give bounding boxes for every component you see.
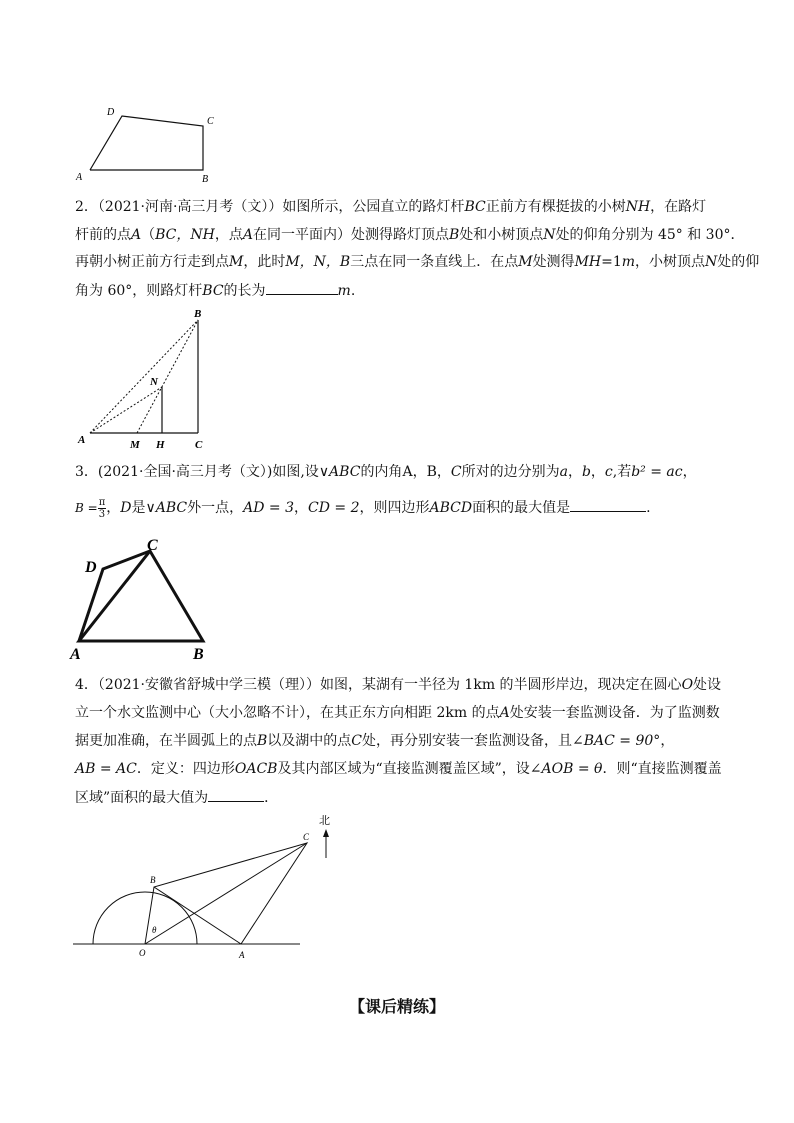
q4-line-5 bbox=[75, 787, 278, 808]
triangle-abc bbox=[79, 551, 203, 641]
text: NH bbox=[625, 199, 651, 215]
text: 是 bbox=[131, 500, 146, 516]
text: c bbox=[604, 464, 613, 480]
text: 正前方有棵挺拔的小树 bbox=[485, 199, 626, 215]
label-O: O bbox=[139, 948, 146, 958]
figure-lake-monitoring bbox=[65, 808, 335, 970]
text: 4．（2021·安徽省舒城中学三模（理））如图，某湖有一半径为 1km 的半圆形岸边，现决定在圆心 bbox=[75, 677, 682, 693]
text: ∠AOB = θ bbox=[529, 761, 603, 777]
text: m bbox=[337, 283, 351, 299]
text: ∨ABC bbox=[318, 464, 361, 480]
text: =1 bbox=[601, 254, 622, 270]
text: AD = 3 bbox=[243, 500, 294, 516]
label-D: D bbox=[107, 107, 115, 118]
figure-quadrilateral-abcd bbox=[70, 100, 220, 185]
text: 及其内部区域为“直接监测覆盖区域”，设 bbox=[277, 761, 530, 777]
text: . bbox=[646, 500, 651, 516]
text: A bbox=[131, 227, 142, 243]
label-A: A bbox=[78, 434, 86, 446]
text: 2．（2021·河南·高三月考（文））如图所示，公园直立的路灯杆 bbox=[75, 199, 465, 215]
text: 在同一平面内）处测得路灯顶点 bbox=[252, 227, 449, 243]
text: 立一个水文监测中心（大小忽略不计），在其正东方向相距 2km 的点 bbox=[75, 705, 500, 721]
text: ， bbox=[412, 464, 427, 480]
text: 的长为 bbox=[223, 283, 266, 299]
text: 处和小树顶点 bbox=[459, 227, 544, 243]
label-B: B bbox=[150, 875, 156, 885]
semicircle-arc bbox=[93, 892, 197, 944]
text: ， bbox=[294, 500, 308, 516]
segment-ba bbox=[154, 887, 241, 944]
text: ,若 bbox=[612, 464, 632, 480]
text: N bbox=[543, 227, 556, 243]
text: AB = AC bbox=[75, 761, 137, 777]
text: ，在路灯 bbox=[650, 199, 707, 215]
q2-line-2 bbox=[75, 225, 745, 245]
text: ．则“直接监测覆盖 bbox=[602, 761, 722, 777]
text: ， bbox=[567, 464, 582, 480]
text: π bbox=[98, 496, 106, 508]
text: B bbox=[448, 227, 460, 243]
q2-line-1 bbox=[75, 197, 706, 217]
label-C: C bbox=[195, 439, 203, 450]
text: BC，NH bbox=[155, 227, 215, 243]
text: 处测得 bbox=[532, 254, 575, 270]
text: 外一点， bbox=[187, 500, 244, 516]
text: 以及湖中的点 bbox=[267, 733, 352, 749]
segment-oc bbox=[145, 843, 307, 944]
text: （ bbox=[141, 227, 156, 243]
text: M bbox=[518, 254, 533, 270]
sight-line-ab bbox=[90, 320, 198, 433]
text: ∠BAC = 90° bbox=[572, 733, 661, 749]
text: MH bbox=[574, 254, 602, 270]
text: ABCD bbox=[429, 500, 473, 516]
text: 据更加准确，在半圆弧上的点 bbox=[75, 733, 257, 749]
text: 杆前的点 bbox=[75, 227, 131, 243]
text: 处设 bbox=[693, 677, 722, 693]
text: 处，再分别安装一套监测设备，且 bbox=[362, 733, 573, 749]
text: M bbox=[229, 254, 244, 270]
label-B: B bbox=[202, 174, 209, 185]
text: 区域”面积的最大值为 bbox=[75, 790, 209, 806]
fraction-pi-over-3 bbox=[98, 497, 107, 520]
text: ． bbox=[264, 790, 279, 806]
figure-lamp-post bbox=[70, 305, 220, 450]
text: B bbox=[426, 464, 437, 480]
text: CD = 2 bbox=[308, 500, 360, 516]
q2-line-3 bbox=[75, 252, 759, 272]
label-N: N bbox=[150, 376, 158, 388]
text: C bbox=[450, 464, 462, 480]
label-C: C bbox=[303, 832, 310, 842]
label-B: B bbox=[194, 308, 202, 320]
label-C: C bbox=[147, 537, 158, 554]
text: A bbox=[242, 227, 253, 243]
text: a bbox=[559, 464, 568, 480]
text: ， bbox=[436, 464, 451, 480]
text: ， bbox=[682, 464, 697, 480]
label-H: H bbox=[156, 439, 165, 450]
label-north: 北 bbox=[319, 815, 330, 827]
label-M: M bbox=[130, 439, 140, 450]
text: C bbox=[351, 733, 363, 749]
label-A: A bbox=[70, 646, 81, 663]
q3-line-2 bbox=[75, 496, 651, 520]
q2-line-4 bbox=[75, 280, 355, 301]
text: 面积的最大值是 bbox=[472, 500, 571, 516]
text: ，点 bbox=[214, 227, 243, 243]
text: 所对的边分别为 bbox=[461, 464, 560, 480]
text: ，则四边形 bbox=[359, 500, 430, 516]
text: b² = ac bbox=[631, 464, 683, 480]
text: BC bbox=[464, 199, 486, 215]
label-A: A bbox=[239, 950, 245, 960]
text: b bbox=[581, 464, 591, 480]
text: 处的仰 bbox=[717, 254, 760, 270]
label-C: C bbox=[207, 116, 214, 127]
text: 角为 60°，则路灯杆 bbox=[75, 283, 203, 299]
text: 的内角 bbox=[360, 464, 403, 480]
text: D bbox=[120, 500, 132, 516]
text: 3．(2021·全国·高三月考（文）)如图,设 bbox=[75, 464, 319, 480]
text: ， bbox=[590, 464, 605, 480]
text: 3 bbox=[98, 508, 106, 520]
text: . bbox=[350, 283, 356, 299]
text: ， bbox=[106, 500, 121, 516]
label-A: A bbox=[76, 172, 83, 183]
text: 处安装一套监测设备．为了监测数 bbox=[509, 705, 720, 721]
text: ， bbox=[660, 733, 675, 749]
section-heading: 【课后精练】 bbox=[348, 997, 445, 1016]
text: M，N，B bbox=[285, 254, 351, 270]
q4-line-4 bbox=[75, 759, 722, 779]
text: B bbox=[257, 733, 268, 749]
sight-line-mb bbox=[137, 320, 198, 433]
figure-triangle-abcd bbox=[65, 533, 225, 663]
answer-blank[interactable] bbox=[266, 280, 338, 295]
answer-blank[interactable] bbox=[570, 497, 646, 512]
text: A bbox=[499, 705, 510, 721]
answer-blank[interactable] bbox=[208, 787, 264, 802]
text: 再朝小树正前方行走到点 bbox=[75, 254, 229, 270]
quad-outline bbox=[90, 116, 203, 170]
q4-line-1 bbox=[75, 675, 721, 695]
text: ∨ABC bbox=[145, 500, 188, 516]
text: ，此时 bbox=[243, 254, 286, 270]
text: BC bbox=[202, 283, 224, 299]
label-B: B bbox=[193, 646, 204, 663]
text: ，小树顶点 bbox=[635, 254, 706, 270]
label-theta: θ bbox=[152, 925, 157, 935]
text: m bbox=[621, 254, 636, 270]
sight-line-an bbox=[90, 387, 162, 433]
q4-line-3 bbox=[75, 731, 674, 751]
text: 处的仰角分别为 45° 和 30°． bbox=[555, 227, 745, 243]
text: A bbox=[402, 464, 413, 480]
text: 三点在同一条直线上．在点 bbox=[350, 254, 519, 270]
label-D: D bbox=[85, 559, 97, 576]
text: B = bbox=[75, 501, 98, 515]
text: OACB bbox=[234, 761, 278, 777]
north-arrow-icon bbox=[323, 829, 329, 837]
text: N bbox=[705, 254, 718, 270]
text: ．定义：四边形 bbox=[136, 761, 235, 777]
q4-line-2 bbox=[75, 703, 720, 723]
q3-line-1 bbox=[75, 462, 697, 482]
text: O bbox=[681, 677, 694, 693]
